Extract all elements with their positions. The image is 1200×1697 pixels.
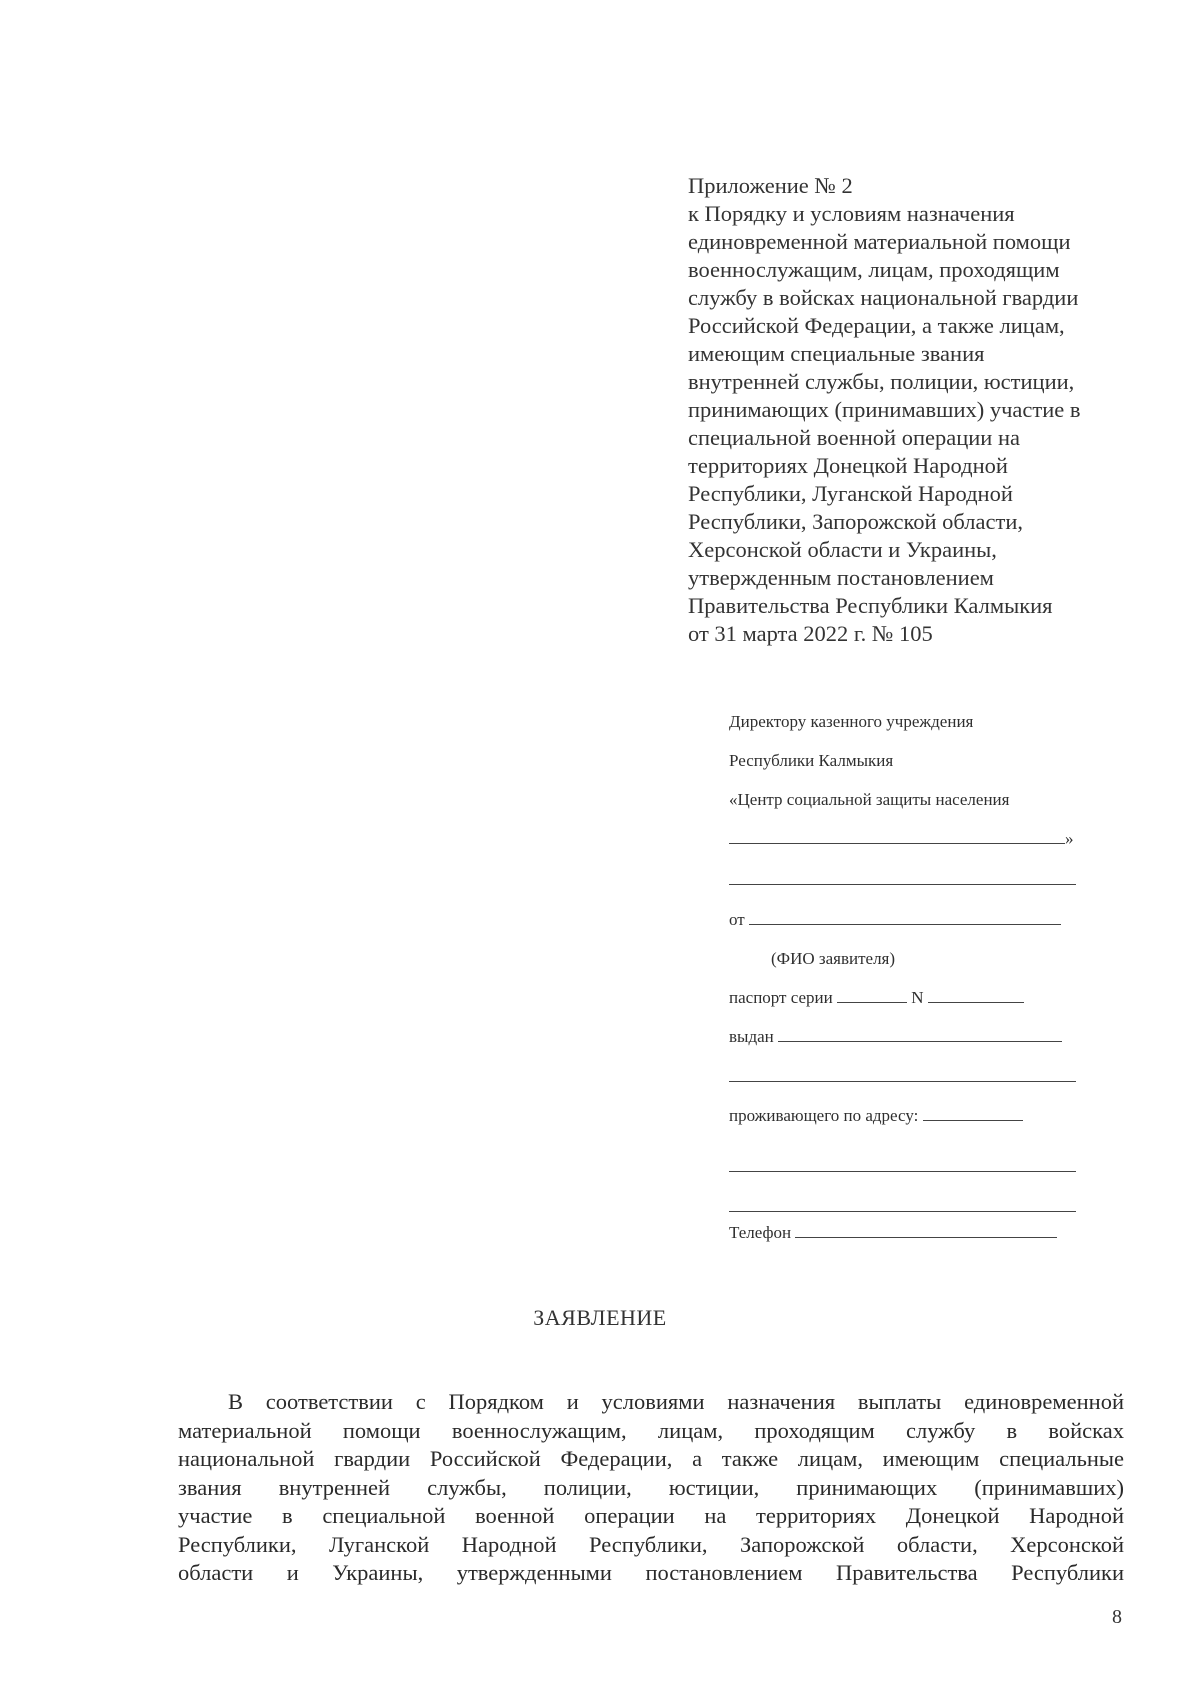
closing-quote: »: [1065, 829, 1074, 848]
appendix-line: Правительства Республики Калмыкия: [688, 593, 1053, 618]
body-line: В соответствии с Порядком и условиями назначения выплаты единовременной: [228, 1389, 1124, 1414]
appendix-line: принимающих (принимавших) участие в: [688, 397, 1081, 422]
appendix-line: от 31 марта 2022 г. № 105: [688, 621, 933, 646]
phone-field[interactable]: [729, 1223, 1057, 1243]
appendix-line: Приложение № 2: [688, 173, 853, 198]
appendix-line: Российской Федерации, а также лицам,: [688, 313, 1065, 338]
body-line: Республики, Луганской Народной Республики, Запорожской области, Херсонской: [178, 1531, 1124, 1557]
appendix-line: Республики, Запорожской области,: [688, 509, 1023, 534]
addressee-line: «Центр социальной защиты населения: [729, 790, 1010, 809]
document-heading: ЗАЯВЛЕНИЕ: [533, 1305, 667, 1330]
address-field-3[interactable]: [729, 1211, 1076, 1212]
address-label: проживающего по адресу:: [729, 1106, 919, 1125]
from-label: от: [729, 910, 745, 929]
appendix-line: имеющим специальные звания: [688, 341, 985, 366]
passport-series-label: паспорт серии: [729, 988, 833, 1007]
body-line: звания внутренней службы, полиции, юстиции, принимающих (принимавших): [178, 1474, 1124, 1500]
fio-hint: (ФИО заявителя): [771, 949, 896, 968]
from-field[interactable]: [729, 910, 1061, 930]
body-line: материальной помощи военнослужащим, лицам, проходящим службу в войсках: [178, 1417, 1124, 1443]
issued-label: выдан: [729, 1027, 774, 1046]
body-line: участие в специальной военной операции на территориях Донецкой Народной: [178, 1503, 1124, 1528]
appendix-line: военнослужащим, лицам, проходящим: [688, 257, 1060, 282]
appendix-line: единовременной материальной помощи: [688, 229, 1071, 254]
appendix-line: Республики, Луганской Народной: [688, 481, 1013, 506]
appendix-line: специальной военной операции на: [688, 425, 1020, 450]
issued-field[interactable]: [729, 1027, 1062, 1047]
page-number: 8: [1112, 1606, 1122, 1628]
address-field[interactable]: [729, 1106, 1023, 1126]
appendix-line: к Порядку и условиям назначения: [688, 201, 1015, 226]
appendix-line: Херсонской области и Украины,: [688, 537, 997, 562]
passport-field[interactable]: [729, 988, 1024, 1008]
body-line: национальной гвардии Российской Федерации, а также лицам, имеющим специальные: [178, 1446, 1124, 1471]
org-name-field[interactable]: [729, 829, 1074, 849]
statement-body: [178, 1388, 1124, 1588]
addressee-line: Директору казенного учреждения: [729, 712, 974, 731]
passport-number-label: N: [911, 988, 924, 1007]
issued-field-2[interactable]: [729, 1081, 1076, 1082]
appendix-block: [688, 172, 1108, 648]
org-name-field-2[interactable]: [729, 884, 1076, 885]
address-field-2[interactable]: [729, 1171, 1076, 1172]
appendix-line: внутренней службы, полиции, юстиции,: [688, 369, 1075, 394]
phone-label: Телефон: [729, 1223, 792, 1242]
appendix-line: службу в войсках национальной гвардии: [688, 285, 1079, 310]
body-line: области и Украины, утвержденными постановлением Правительства Республики: [178, 1560, 1124, 1585]
addressee-line: Республики Калмыкия: [729, 751, 894, 770]
appendix-line: утвержденным постановлением: [688, 565, 994, 590]
appendix-line: территориях Донецкой Народной: [688, 453, 1008, 478]
